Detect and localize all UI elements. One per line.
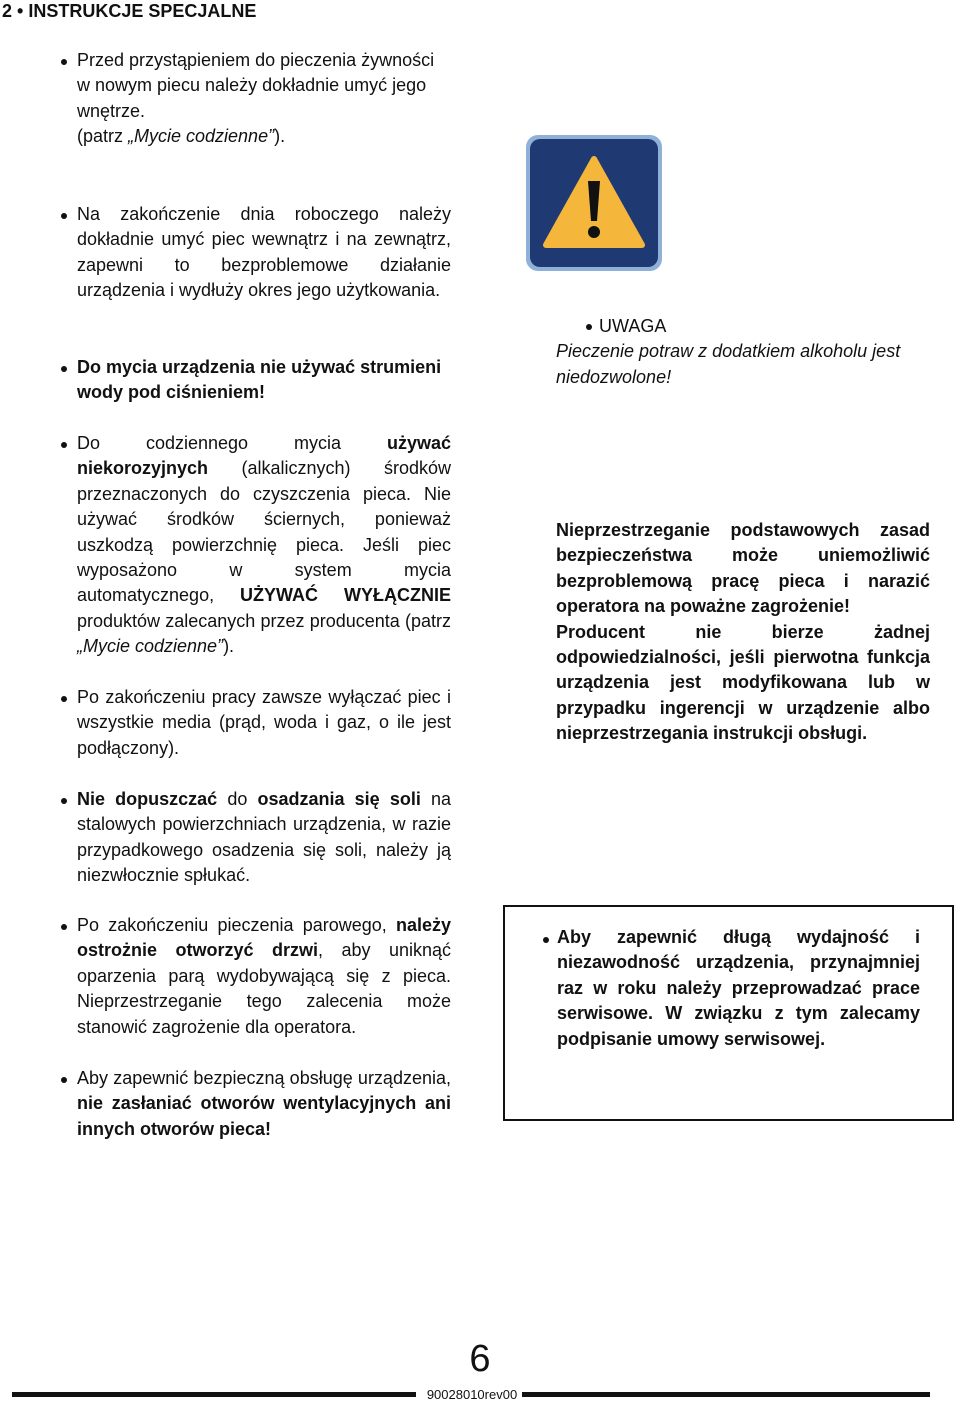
paragraph-steam-door: Po zakończeniu pieczenia parowego, należy ostrożnie otworzyć drzwi, aby uniknąć oparzenia parą wydobywającą się z pieca. Nieprzestrzeganie tego zalecenia może stanowić zagrożenie dla operatora. bbox=[77, 915, 451, 1037]
footer-rule-left bbox=[12, 1392, 416, 1397]
warning-triangle-icon bbox=[524, 133, 664, 273]
footer-rule-right bbox=[522, 1392, 930, 1397]
bullet-icon bbox=[61, 696, 67, 702]
paragraph-no-pressure-water: Do mycia urządzenia nie używać strumieni wody pod ciśnieniem! bbox=[77, 357, 442, 403]
paragraph-safety-rules: Nieprzestrzeganie podstawowych zasad bezpieczeństwa może uniemożliwić bezproblemową pracę pieca i narazić operatora na poważne zagrożenie! Producent nie bierze żadnej odpowiedzialności, jeśli pierwotna funkcja urządzenia jest modyfikowana lub w przypadku ingerencji w urządzenie albo nieprzestrzegania instrukcji obsługi. bbox=[556, 520, 930, 744]
warning-alcohol: UWAGA Pieczenie potraw z dodatkiem alkoholu jest niedozwolone! bbox=[556, 316, 901, 387]
document-code: 90028010rev00 bbox=[426, 1387, 518, 1402]
bullet-icon bbox=[61, 442, 67, 448]
section-title: 2 • INSTRUKCJE SPECJALNE bbox=[2, 1, 257, 21]
bullet-icon bbox=[61, 213, 67, 219]
bullet-icon bbox=[61, 924, 67, 930]
bullet-icon bbox=[61, 798, 67, 804]
bullet-icon bbox=[61, 59, 67, 65]
service-note-box bbox=[503, 905, 954, 1121]
paragraph-ventilation: Aby zapewnić bezpieczną obsługę urządzenia, nie zasłaniać otworów wentylacyjnych ani innych otworów pieca! bbox=[77, 1068, 451, 1139]
page-number: 6 bbox=[469, 1338, 491, 1380]
paragraph-wash-before-use: Przed przystąpieniem do pieczenia żywności w nowym piecu należy dokładnie umyć jego wnętrze. (patrz „Mycie codzienne”). bbox=[77, 50, 435, 147]
bullet-icon bbox=[61, 1077, 67, 1083]
paragraph-daily-cleaning: Do codziennego mycia używać niekorozyjnych (alkalicznych) środków przeznaczonych do czyszczenia pieca. Nie używać środków ściernych, ponieważ uszkodzą powierzchnię pieca. Jeśli piec wyposażono w system mycia automatycznego, UŻYWAĆ WYŁĄCZNIE produktów zalecanych przez producenta (patrz „Mycie codzienne”). bbox=[77, 433, 451, 657]
bullet-icon bbox=[543, 937, 549, 943]
bullet-icon bbox=[61, 366, 67, 372]
paragraph-salt-deposits: Nie dopuszczać do osadzania się soli na stalowych powierzchniach urządzenia, w razie przypadkowego osadzenia się soli, należy ją niezwłocznie spłukać. bbox=[77, 789, 452, 886]
paragraph-service: Aby zapewnić długą wydajność i niezawodność urządzenia, przynajmniej raz w roku należy przeprowadzać prace serwisowe. W związku z tym zalecamy podpisanie umowy serwisowej. bbox=[557, 927, 920, 1049]
paragraph-switch-off: Po zakończeniu pracy zawsze wyłączać piec i wszystkie media (prąd, woda i gaz, o ile jest podłączony). bbox=[77, 687, 451, 758]
paragraph-end-of-day-clean: Na zakończenie dnia roboczego należy dokładnie umyć piec wewnątrz i na zewnątrz, zapewni to bezproblemowe działanie urządzenia i wydłuży okres jego użytkowania. bbox=[77, 204, 451, 301]
